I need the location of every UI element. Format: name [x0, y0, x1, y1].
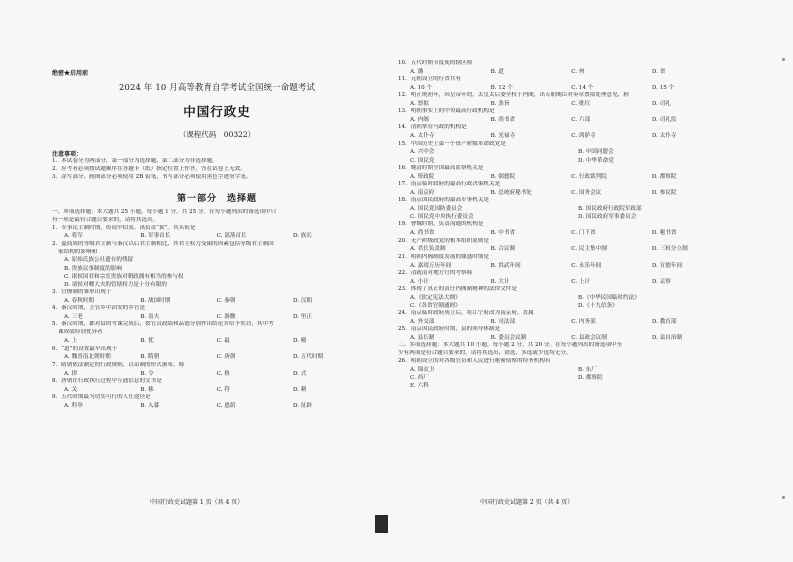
question-stem: 8．唐朝在行政执行过程中互通信息的文书是 [52, 377, 162, 384]
text-line: 有一项是最符合题目要求的，请将其选出。 [52, 216, 159, 223]
question [398, 141, 746, 165]
option-row [398, 148, 746, 156]
answer-option: B. 中书省 [490, 230, 516, 237]
answer-option: B. 隋朝 [140, 354, 160, 361]
option-row [52, 281, 382, 289]
question-stem: 7．隋朝依法制定的行政规则，以诏制的形式颁布，称 [52, 361, 185, 368]
answer-option: D. 殿 [292, 338, 307, 345]
question-stem: 9．五代时期最为切实可行的人仕途径是 [52, 393, 151, 400]
option-row [398, 132, 746, 140]
question [398, 358, 746, 391]
text-line: 3．涂写部分、画图部分必须使用 2B 铅笔，书写部分必须使用黑色字迹签字笔。 [52, 173, 252, 180]
answer-option: A. 10 个 [410, 85, 433, 92]
question [52, 362, 382, 378]
answer-option: A. 关 [64, 386, 78, 393]
question-stem: 15．中国历史上第一个资产阶级革命政党是 [398, 140, 506, 147]
exam-page-1 [52, 60, 382, 548]
section-instructions [52, 209, 382, 225]
answer-option: D. 宣德年间 [651, 262, 683, 269]
question [52, 289, 382, 305]
answer-option: B. 东厂 [578, 367, 597, 374]
answer-option: C. 14 个 [571, 85, 594, 92]
answer-option: C. 格 [216, 370, 230, 377]
answer-option: D. 国民政府军事委员会 [578, 214, 637, 221]
answer-option: C. 游徼 [216, 314, 236, 321]
answer-option: A. 国民党国防委员会 [410, 205, 463, 212]
answer-option: B. 总统府秘书处 [490, 189, 532, 196]
answer-option: A. 将军 [64, 233, 83, 240]
question [398, 326, 746, 342]
question-26 [398, 358, 746, 391]
answer-option: D. 司礼 [651, 101, 671, 108]
option-row [52, 273, 382, 281]
answer-option: A. 南京府 [410, 189, 435, 196]
answer-option: B.《中华民国临时约法》 [578, 294, 640, 301]
option-row [398, 205, 746, 213]
answer-option: D. 京察 [651, 278, 671, 285]
question-stem: 4．秦汉时期，主管乡中治安的乡官是 [52, 305, 146, 312]
answer-option: A. 锦衣卫 [410, 367, 435, 374]
option-row [398, 262, 746, 270]
option-row [398, 116, 746, 124]
question-stem: 14．清朝掌管马政的机构是 [398, 124, 467, 131]
answer-option: A. 兴中会 [410, 149, 435, 156]
option-row [52, 256, 382, 264]
question [398, 238, 746, 254]
notice-list [52, 158, 382, 182]
answer-option: C. 符 [216, 386, 230, 393]
page-1-footer: 中国行政史试题第 1 页（共 4 页） [150, 499, 244, 506]
scan-dot [782, 58, 785, 61]
option-row [52, 353, 382, 361]
option-row [52, 402, 382, 410]
option-row [398, 173, 746, 181]
option-row [398, 189, 746, 197]
option-row [398, 318, 746, 326]
answer-option: A. 律 [64, 370, 78, 377]
question [52, 346, 382, 362]
question [52, 225, 382, 241]
answer-option: A. 外交部 [410, 319, 435, 326]
option-row [398, 278, 746, 286]
question-stem: 5．秦汉时期，郡对县的考课完成后，按官员政绩和品德分别作出结论并给予奖罚，其中考 [52, 321, 274, 328]
answer-option: B. 贵族议事制度的影响 [64, 265, 123, 272]
option-row [398, 68, 746, 76]
option-row [398, 229, 746, 237]
answer-option: B. 12 个 [490, 85, 513, 92]
answer-option: A.《钦定宪法大纲》 [410, 294, 461, 301]
answer-option: D. 诸侯对卿大夫的管辖权力是十分有限的 [64, 282, 167, 289]
text-line: 一、单项选择题：本大题共 25 小题，每小题 1 分，共 25 分。在每小题列出的备选项中只 [52, 208, 277, 215]
question [398, 76, 746, 92]
question-stem: 10．五代时期节度使的辖区称 [398, 60, 473, 66]
scan-dot [782, 496, 785, 499]
question-stem: 12．明正统初年，因皇帝年幼，太皇太后委全权于内阁，出专职阁臣对奏章票拟处理意见，称 [398, 92, 629, 99]
answer-option: C. 秦朝 [216, 298, 236, 305]
answer-option: C. 内务部 [571, 319, 596, 326]
question [398, 286, 746, 310]
answer-option: A. 资政院 [410, 173, 435, 180]
question-stem: 6．“道”的设置最早出现于 [52, 345, 118, 352]
question-stem-cont: 课成绩特别优异者 [58, 329, 103, 336]
answer-option: C. 唐朝 [216, 354, 236, 361]
answer-option: D. 里正 [292, 314, 312, 321]
answer-option: D. 式 [292, 370, 307, 377]
answer-option: C. 国民党中央执行委员会 [410, 214, 474, 221]
option-row [398, 302, 746, 310]
question [52, 305, 382, 321]
exam-page-2 [398, 60, 746, 548]
answer-option: D. 司礼监 [651, 117, 677, 124]
answer-option: D. 县自治制 [651, 335, 683, 342]
answer-option: A. 魏晋南北朝时期 [64, 354, 111, 361]
answer-option: A. 小计 [410, 278, 429, 285]
question-stem: 17．南京临时政府的最高行政决策机关是 [398, 180, 501, 187]
question-stem: 20．无产阶级政党的根本组织原则是 [398, 237, 490, 244]
course-code: （课程代码 00322） [178, 130, 256, 139]
answer-option: A. 票拟 [410, 101, 429, 108]
answer-option: B. 条旨 [490, 101, 510, 108]
answer-option: A. 三老 [64, 314, 83, 321]
question [52, 394, 382, 410]
answer-option: B. 入幕 [140, 402, 160, 409]
answer-option: D. 刺 [292, 386, 307, 393]
answer-option: C. 国务会议 [571, 189, 602, 196]
text-line: 少有两项是符合题目要求的，请将其选出，错选、多选或少选均无分。 [398, 350, 572, 357]
question-stem: 13．明朝事实上的中央最高行政机构是 [398, 108, 495, 115]
answer-option: A. 尚书省 [410, 230, 435, 237]
question [398, 310, 746, 326]
answer-option: B. 洪武年间 [490, 262, 521, 269]
question-stem: 11．元朝设立的行省共有 [398, 76, 462, 83]
option-row [398, 334, 746, 342]
option-row [398, 366, 746, 374]
answer-option: A. 太仆寺 [410, 133, 435, 140]
answer-option: E. 六科 [410, 383, 429, 390]
question-stem: 2．夏商周的等级君主制与秦汉以后君主制相比，其君主权力受限的因素包括等级君主制国 [52, 240, 274, 247]
question [52, 378, 382, 394]
answer-option: B. 移 [140, 386, 154, 393]
answer-option: B. 司法部 [490, 319, 516, 326]
answer-option: C. 县政会议制 [571, 335, 607, 342]
question-stem: 18．南京国民政府的最高军事机关是 [398, 197, 490, 204]
option-row [52, 313, 382, 321]
option-row [52, 297, 382, 305]
answer-option: D. 三权分立制 [651, 246, 688, 253]
question-stem: 21．明朝内阁制度发展的鼎盛时期是 [398, 253, 490, 260]
question-stem: 1．军事民主制时期，传说中伯夷、禹负责“狱”。其头衔是 [52, 224, 196, 231]
answer-option: A. 内阁 [410, 117, 429, 124]
question [398, 254, 746, 270]
answer-option: C. 门下省 [571, 230, 596, 237]
answer-option: B. 中国同盟会 [578, 149, 614, 156]
answer-option: B. 啬夫 [140, 314, 160, 321]
text-line: 1．本试卷分为两部分，第一部分为选择题，第二部分为非选择题。 [52, 158, 218, 164]
answer-option: C. 诸侯国君和宗室贵族对朝政拥有相当的参与权 [64, 273, 184, 280]
page-2-footer: 中国行政史试题第 2 页（共 4 页） [480, 499, 574, 506]
question [52, 321, 382, 345]
section-2-instructions [398, 342, 746, 358]
answer-option: D. 秘书省 [651, 230, 677, 237]
answer-option: B. 国民政府行政院军政部 [578, 205, 642, 212]
answer-option: C. 州 [571, 68, 585, 75]
answer-option: D. 中华革命党 [578, 157, 614, 164]
notice-title: 注意事项： [52, 151, 83, 158]
question-stem: 23．体现了真正的责任内阁制精神的法律文件是 [398, 285, 517, 292]
question-list-page-2 [398, 60, 746, 342]
question-stem: 16．晚清时期全国最高监察机关是 [398, 164, 484, 171]
option-row [52, 386, 382, 394]
answer-option: A. 嘉靖万历年间 [410, 262, 452, 269]
answer-option: B. 尚书省 [490, 117, 516, 124]
answer-option: D. 都察院 [578, 375, 603, 382]
answer-option: C. 鸿胪寺 [571, 133, 596, 140]
question-list-page-1 [52, 225, 382, 410]
option-row [398, 294, 746, 302]
scan-binding-mark [375, 515, 388, 533]
answer-option: C. 恩荫 [216, 402, 236, 409]
answer-option: A. 藩 [410, 68, 424, 75]
question [52, 241, 382, 290]
question-stem-cont: 家结构的影响和 [58, 248, 98, 255]
option-row [398, 84, 746, 92]
answer-option: A. 君长负责制 [410, 246, 446, 253]
question [398, 108, 746, 124]
answer-option: C. 部落首长 [216, 233, 247, 240]
answer-option: B. 弼德院 [490, 173, 516, 180]
question-stem: 19．曹魏时期，负责沟通的机构是 [398, 221, 484, 228]
answer-option: B. 军事首长 [140, 233, 171, 240]
answer-option: B. 合议制 [490, 246, 516, 253]
part-title: 第一部分 选择题 [176, 193, 257, 204]
question-stem: 22．清就南对地方官的考察称 [398, 269, 473, 276]
question-stem: 25．南京国民政府时期，县的领导体制是 [398, 326, 501, 333]
answer-option: D. 教育部 [651, 319, 677, 326]
answer-option: C. 国民党 [410, 157, 435, 164]
answer-option: D. 15 个 [651, 85, 675, 92]
question [398, 124, 746, 140]
question [398, 165, 746, 181]
text-line: 2．应考者必须按试题顺序在答题卡（纸）指定位置上作答，答在试卷上无效。 [52, 165, 246, 172]
answer-option: C. 西厂 [410, 375, 429, 382]
answer-option: A. 上 [64, 338, 78, 345]
answer-option: C. 民主集中制 [571, 246, 607, 253]
option-row [398, 100, 746, 108]
question [398, 221, 746, 237]
answer-option: B. 大计 [490, 278, 510, 285]
question-stem: 24．南京临时政府成立后，将江宁府改为南京府，直属 [398, 310, 534, 317]
question [398, 197, 746, 221]
answer-option: C. 上计 [571, 278, 591, 285]
option-row [398, 382, 746, 390]
answer-option: C. 行政裁判院 [571, 173, 607, 180]
answer-option: B. 光禄寺 [490, 133, 516, 140]
subject-title: 中国行政史 [183, 104, 251, 119]
exam-title: 2024 年 10 月高等教育自学考试全国统一命题考试 [118, 82, 316, 92]
answer-option: C. 批红 [571, 101, 591, 108]
answer-option: D.《十九信条》 [578, 302, 618, 309]
question [398, 181, 746, 197]
answer-option: A. 县长制 [410, 335, 435, 342]
answer-option: D. 都察院 [651, 173, 677, 180]
answer-option: B. 优 [140, 338, 154, 345]
question [398, 270, 746, 286]
answer-option: B. 令 [140, 370, 154, 377]
answer-option: C. 六部 [571, 117, 591, 124]
option-row [52, 232, 382, 240]
answer-option: A. 原始氏族公社遗存的残留 [64, 257, 134, 264]
option-row [398, 213, 746, 221]
question-stem: 3．官僚制的雏形出现于 [52, 289, 112, 296]
question-stem: 26．明朝设立的对各级官员和人民进行秘密侦察的特务机构有 [398, 358, 551, 365]
answer-option: D. 省 [651, 68, 666, 75]
answer-option: C.《各省官制通则》 [410, 302, 461, 309]
answer-option: B. 道 [490, 68, 504, 75]
option-row [52, 337, 382, 345]
option-row [398, 245, 746, 253]
answer-option: D. 太仆寺 [651, 133, 677, 140]
answer-option: C. 最 [216, 338, 230, 345]
option-row [398, 374, 746, 382]
answer-option: D. 族长 [292, 233, 312, 240]
answer-option: D. 参议院 [651, 189, 677, 196]
answer-option: A. 春秋时期 [64, 298, 94, 305]
answer-option: B. 战国时期 [140, 298, 171, 305]
option-row [52, 265, 382, 273]
question [398, 60, 746, 76]
answer-option: A. 科举 [64, 402, 83, 409]
answer-option: C. 永乐年间 [571, 262, 602, 269]
answer-option: B. 委员会议制 [490, 335, 527, 342]
text-line: 二、多项选择题：本大题共 10 小题，每小题 2 分，共 20 分。在每小题列出的备选项中至 [398, 342, 623, 349]
answer-option: D. 五代时期 [292, 354, 324, 361]
answer-option: D. 征辟 [292, 402, 312, 409]
answer-option: D. 汉朝 [292, 298, 312, 305]
secret-label: 绝密★启用前 [52, 70, 89, 77]
option-row [398, 157, 746, 165]
option-row [52, 370, 382, 378]
question [398, 92, 746, 108]
